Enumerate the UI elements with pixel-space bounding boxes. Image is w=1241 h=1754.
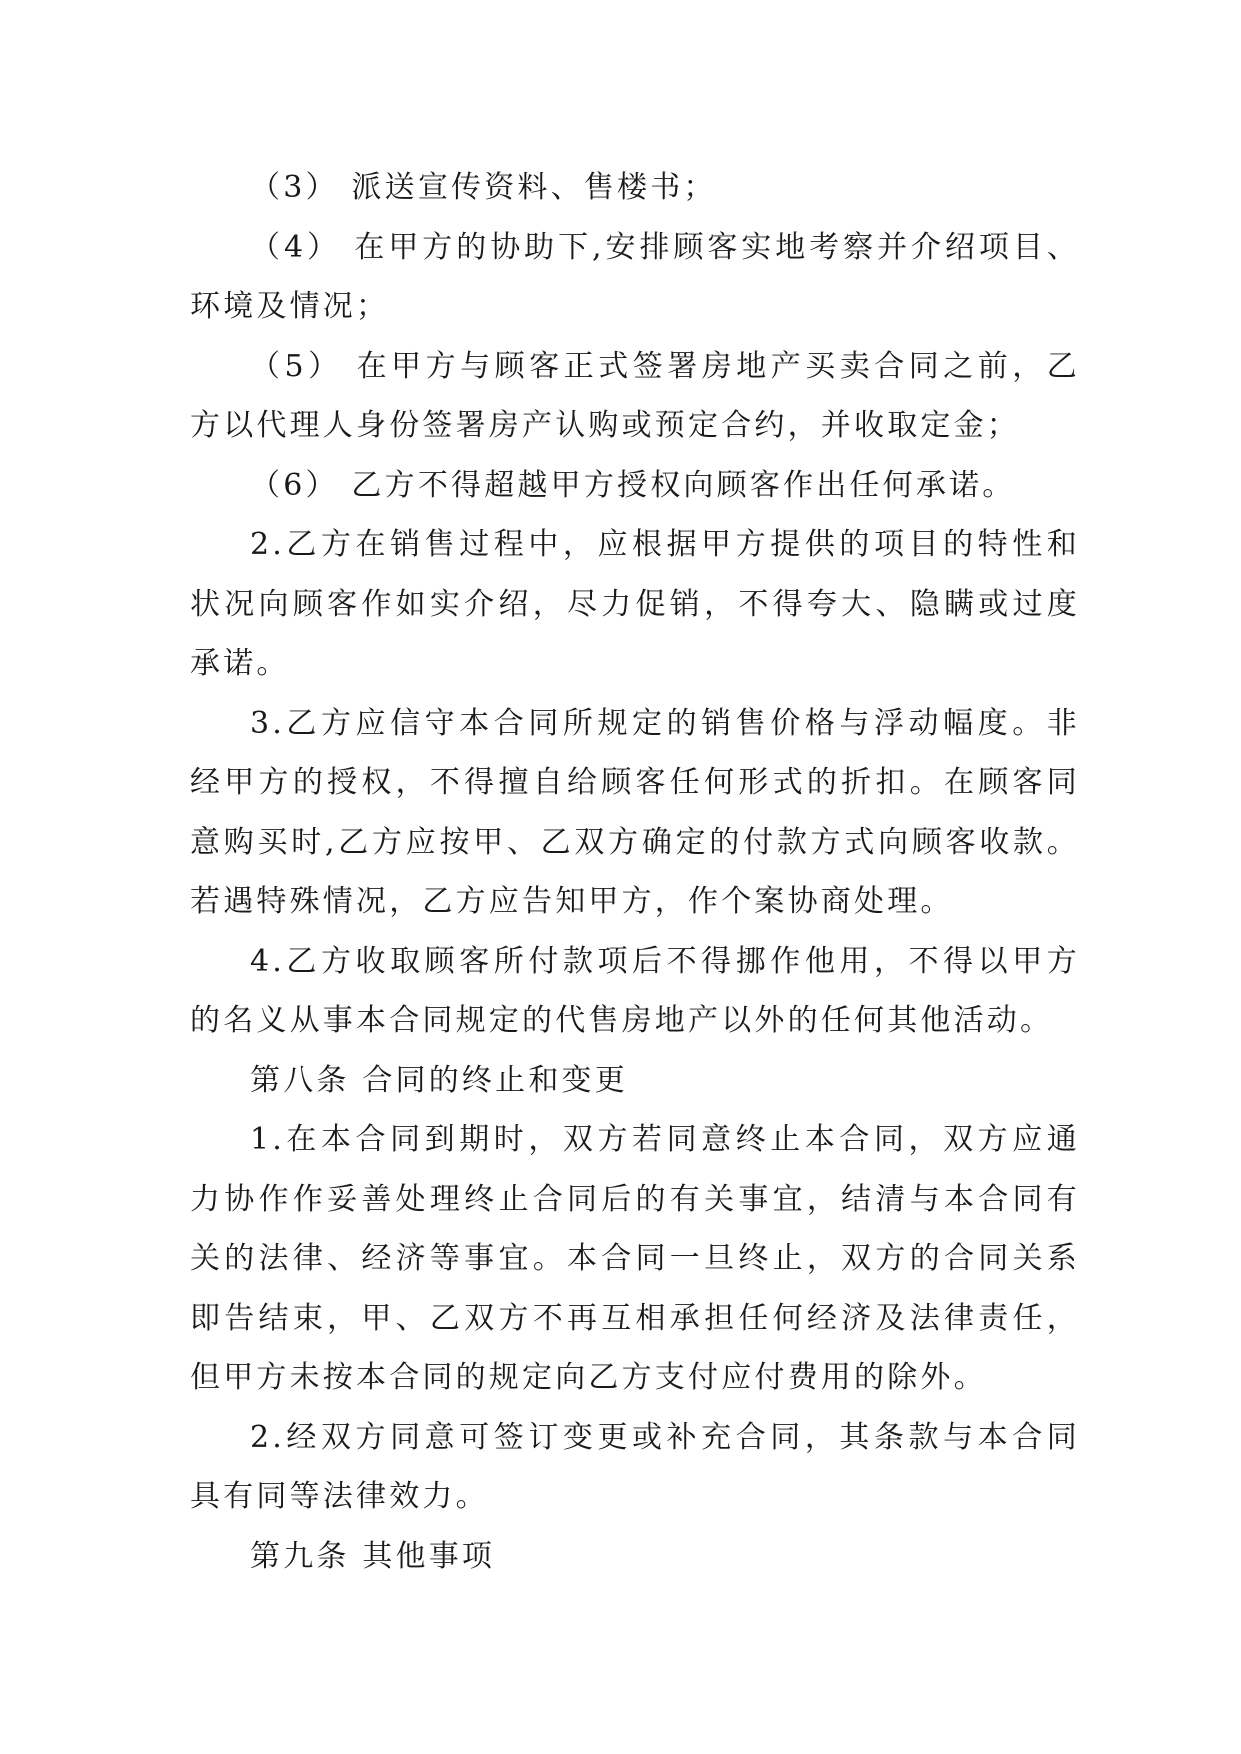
paragraph-clause-4: 4.乙方收取顾客所付款项后不得挪作他用，不得以甲方的名义从事本合同规定的代售房地产以外的任何其他活动。 xyxy=(190,943,1080,1038)
paragraph-item-5: （5） 在甲方与顾客正式签署房地产买卖合同之前，乙方以代理人身份签署房产认购或预定合约，并收取定金； xyxy=(190,348,1080,443)
paragraph-item-3: （3） 派送宣传资料、售楼书； xyxy=(250,170,717,205)
paragraph-clause-3: 3.乙方应信守本合同所规定的销售价格与浮动幅度。非经甲方的授权，不得擅自给顾客任何形式的折扣。在顾客同意购买时,乙方应按甲、乙双方确定的付款方式向顾客收款。若遇特殊情况，乙方应告知甲方，作个案协商处理。 xyxy=(190,705,1080,919)
document-body xyxy=(190,158,1080,1586)
paragraph-item-4: （4） 在甲方的协助下,安排顾客实地考察并介绍项目、环境及情况； xyxy=(190,229,1080,324)
paragraph-article-8-clause-1: 1.在本合同到期时，双方若同意终止本合同，双方应通力协作作妥善处理终止合同后的有关事宜，结清与本合同有关的法律、经济等事宜。本合同一旦终止，双方的合同关系即告结束，甲、乙双方不再互相承担任何经济及法律责任，但甲方未按本合同的规定向乙方支付应付费用的除外。 xyxy=(190,1122,1080,1395)
article-8-heading: 第八条 合同的终止和变更 xyxy=(250,1062,628,1098)
paragraph-clause-2: 2.乙方在销售过程中，应根据甲方提供的项目的特性和状况向顾客作如实介绍，尽力促销，不得夸大、隐瞒或过度承诺。 xyxy=(190,527,1080,681)
paragraph-article-8-clause-2: 2.经双方同意可签订变更或补充合同，其条款与本合同具有同等法律效力。 xyxy=(190,1419,1080,1514)
article-9-heading: 第九条 其他事项 xyxy=(250,1538,496,1574)
paragraph-item-6: （6） 乙方不得超越甲方授权向顾客作出任何承诺。 xyxy=(250,467,1016,503)
